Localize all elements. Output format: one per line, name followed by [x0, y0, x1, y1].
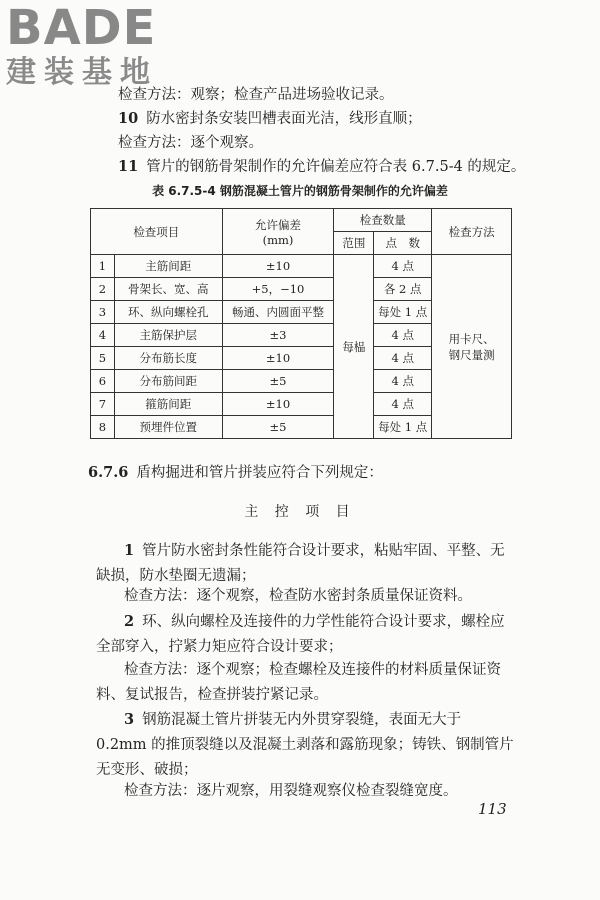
row-number: 5 [91, 347, 115, 370]
check-method-line-2: 检查方法：逐个观察。 [118, 135, 263, 151]
tolerance-table [90, 208, 512, 439]
row-number: 1 [91, 255, 115, 278]
method-line-2: 钢尺量测 [448, 347, 495, 362]
row-points: 4 点 [374, 324, 432, 347]
clause-11 [118, 156, 525, 178]
row-tolerance: +5，−10 [222, 278, 334, 301]
header-method: 检查方法 [432, 209, 512, 255]
check-method-line-1: 检查方法：观察；检查产品进场验收记录。 [118, 87, 394, 103]
row-item: 主筋间距 [114, 255, 222, 278]
table-header-row [91, 209, 512, 232]
header-range: 范围 [334, 232, 374, 255]
item-3-check: 检查方法：逐片观察，用裂缝观察仪检查裂缝宽度。 [124, 783, 458, 799]
clause-11-number: 11 [118, 158, 139, 175]
row-number: 7 [91, 393, 115, 416]
row-tolerance: ±5 [222, 416, 334, 439]
logo-subtitle: 建装基地 [6, 55, 158, 90]
main-control-items-title: 主 控 项 目 [244, 504, 356, 520]
item-2-number: 2 [124, 613, 135, 630]
table-caption: 表 6.7.5-4 钢筋混凝土管片的钢筋骨架制作的允许偏差 [152, 184, 448, 198]
header-tolerance [222, 209, 334, 255]
header-tolerance-label: 允许偏差 [255, 217, 302, 232]
row-number: 8 [91, 416, 115, 439]
table-row [91, 255, 512, 278]
logo-brand-text: BADE [6, 0, 157, 56]
section-text: 盾构掘进和管片拼装应符合下列规定： [136, 465, 383, 481]
row-points: 4 点 [374, 347, 432, 370]
row-number: 3 [91, 301, 115, 324]
row-item: 主筋保护层 [114, 324, 222, 347]
row-number: 4 [91, 324, 115, 347]
row-points: 各 2 点 [374, 278, 432, 301]
header-tolerance-unit: (mm) [262, 232, 294, 247]
row-points: 每处 1 点 [374, 301, 432, 324]
clause-10-number: 10 [118, 110, 139, 127]
item-3-number: 3 [124, 711, 135, 728]
row-number: 6 [91, 370, 115, 393]
item-1-text: 管片防水密封条性能符合设计要求，粘贴牢固、平整、无缺损，防水垫圈无遗漏； [96, 543, 505, 584]
item-2-check: 检查方法：逐个观察；检查螺栓及连接件的材料质量保证资料、复试报告，检查拼装拧紧记录。 [96, 662, 501, 703]
clause-10-text: 防水密封条安装凹槽表面光洁，线形直顺； [146, 111, 422, 127]
item-1-check: 检查方法：逐个观察，检查防水密封条质量保证资料。 [124, 588, 472, 604]
row-points: 4 点 [374, 393, 432, 416]
section-676-heading [88, 462, 383, 484]
item-3-text: 钢筋混凝土管片拼装无内外贯穿裂缝，表面无大于 0.2mm 的推顶裂缝以及混凝土剥落和露筋现象；铸铁、钢制管片无变形、破损； [96, 712, 514, 778]
row-points: 每处 1 点 [374, 416, 432, 439]
clause-11-text: 管片的钢筋骨架制作的允许偏差应符合表 6.7.5-4 的规定。 [146, 159, 526, 175]
method-cell [432, 255, 512, 439]
row-tolerance: ±5 [222, 370, 334, 393]
row-tolerance: ±10 [222, 255, 334, 278]
item-2 [96, 609, 516, 660]
range-cell: 每榀 [334, 255, 374, 439]
header-points: 点 数 [374, 232, 432, 255]
row-points: 4 点 [374, 255, 432, 278]
method-line-1: 用卡尺、 [448, 331, 495, 346]
clause-10 [118, 108, 422, 130]
row-tolerance: ±10 [222, 347, 334, 370]
row-tolerance: ±3 [222, 324, 334, 347]
item-1-number: 1 [124, 542, 135, 559]
row-points: 4 点 [374, 370, 432, 393]
row-item: 骨架长、宽、高 [114, 278, 222, 301]
section-number: 6.7.6 [88, 464, 129, 481]
row-tolerance: 畅通、内圆面平整 [222, 301, 334, 324]
row-item: 分布筋间距 [114, 370, 222, 393]
row-tolerance: ±10 [222, 393, 334, 416]
bade-logo [6, 0, 158, 90]
row-item: 预埋件位置 [114, 416, 222, 439]
page-number: 113 [478, 800, 507, 818]
header-item: 检查项目 [91, 209, 223, 255]
row-item: 环、纵向螺栓孔 [114, 301, 222, 324]
row-item: 箍筋间距 [114, 393, 222, 416]
row-number: 2 [91, 278, 115, 301]
item-2-text: 环、纵向螺栓及连接件的力学性能符合设计要求，螺栓应全部穿入，拧紧力矩应符合设计要求； [96, 614, 505, 655]
item-3 [96, 707, 516, 783]
row-item: 分布筋长度 [114, 347, 222, 370]
header-qty: 检查数量 [334, 209, 432, 232]
item-1 [96, 538, 516, 589]
